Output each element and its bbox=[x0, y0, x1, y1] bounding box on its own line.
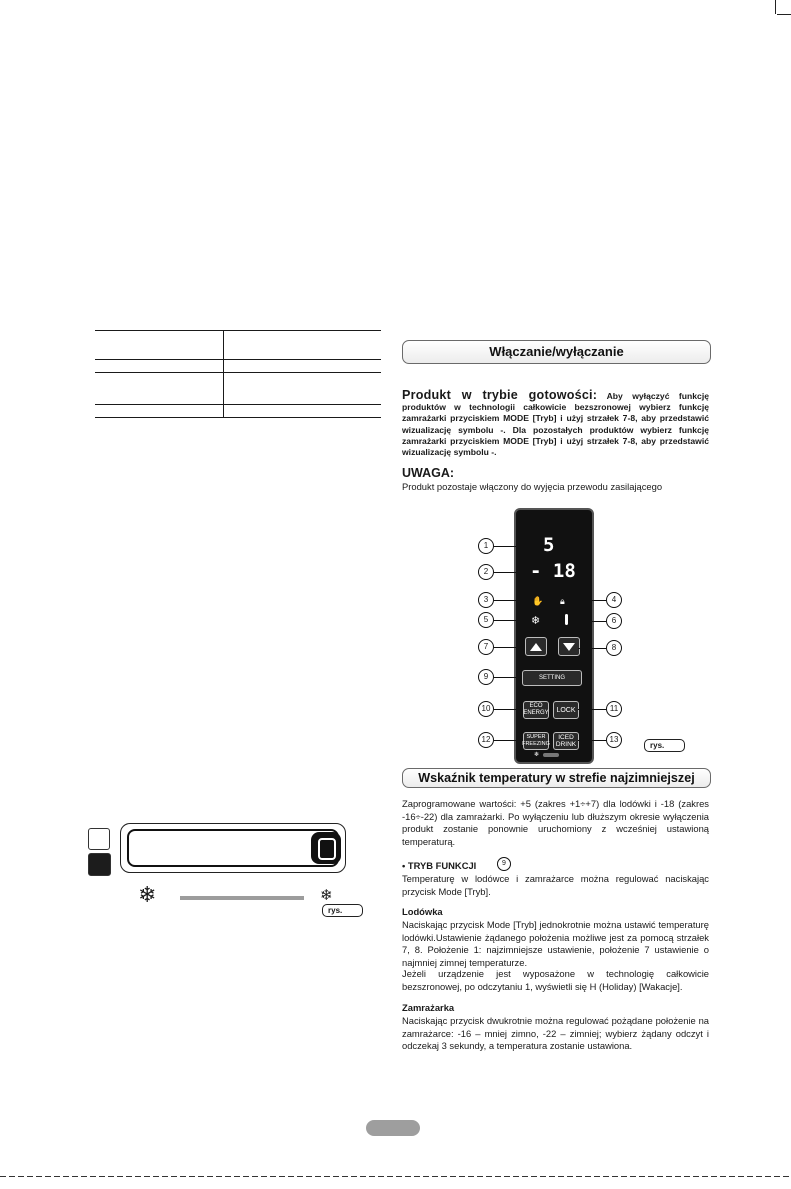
callout-12: 12 bbox=[478, 732, 494, 748]
super-freezing-button[interactable] bbox=[523, 732, 549, 750]
eco-energy-label-1: ECO bbox=[529, 703, 543, 709]
super-freezing-label-2: FREEZING bbox=[522, 741, 550, 747]
callout-line bbox=[570, 621, 606, 622]
note-title: UWAGA: bbox=[402, 466, 455, 480]
slider-track bbox=[127, 829, 339, 867]
mode-function-title: • TRYB FUNKCJI bbox=[402, 860, 477, 871]
snowflake-icon: ❄ bbox=[531, 615, 541, 627]
standby-text: Aby wyłączyć funkcję produktów w technologii całkowicie bezszronowej wybierz funkcję zamrażarki przyciskiem MODE [Tryb] i użyj strzałek 7-8, aby przedstawić wizualizację symbolu -. Dla pozostałych produktów wybierz funkcję zamrażarki przyciskiem MODE [Tryb] i użyj strzałek 7-8, aby przedstawić wizualizację symbolu -. bbox=[402, 391, 709, 458]
callout-5: 5 bbox=[478, 612, 494, 628]
freezer-text: Naciskając przycisk dwukrotnie można regulować pożądane położenie na zamrażarce: -16 – mniej zimno, -22 – zimniej; wybierz żądany odczyt i odczekaj 3 sekundy, a temperatura zostanie ustawiona. bbox=[402, 1015, 709, 1052]
callout-8: 8 bbox=[606, 640, 622, 656]
callout-line bbox=[494, 677, 522, 678]
callout-3: 3 bbox=[478, 592, 494, 608]
power-section-title: Włączanie/wyłączanie bbox=[402, 340, 711, 364]
callout-line bbox=[578, 740, 606, 741]
snowflake-small-icon: ❄ bbox=[320, 887, 333, 904]
callout-line bbox=[494, 600, 528, 601]
lock-button[interactable]: LOCK bbox=[553, 701, 579, 719]
callout-line bbox=[570, 600, 606, 601]
standby-lead: Produkt w trybie gotowości: bbox=[402, 388, 598, 402]
temperature-section-title: Wskaźnik temperatury w strefie najzimniejszej bbox=[402, 768, 711, 788]
iced-drink-label-1: ICED bbox=[558, 734, 574, 741]
thermometer-icon bbox=[565, 614, 568, 625]
callout-7: 7 bbox=[478, 639, 494, 655]
callout-line bbox=[494, 546, 542, 547]
callout-11: 11 bbox=[606, 701, 622, 717]
bottom-indicator-bar bbox=[543, 753, 559, 757]
setting-button[interactable]: SETTING bbox=[522, 670, 582, 686]
callout-line bbox=[494, 740, 522, 741]
slider-frame bbox=[120, 823, 346, 873]
arrow-up-icon bbox=[530, 643, 542, 651]
callout-4: 4 bbox=[606, 592, 622, 608]
arrow-down-button[interactable] bbox=[558, 637, 580, 656]
callout-13: 13 bbox=[606, 732, 622, 748]
bottom-crop-line bbox=[0, 1176, 791, 1177]
mode-callout-9: 9 bbox=[497, 857, 511, 871]
callout-line bbox=[578, 648, 606, 649]
callout-line bbox=[494, 620, 528, 621]
callout-line bbox=[494, 572, 528, 573]
fridge-title: Lodówka bbox=[402, 906, 443, 917]
left-empty-table bbox=[95, 330, 381, 418]
temperature-scale-bar bbox=[180, 896, 304, 900]
indicator-dark-box bbox=[88, 853, 111, 876]
super-freezing-label-1: SUPER bbox=[526, 734, 546, 740]
callout-2: 2 bbox=[478, 564, 494, 580]
callout-6: 6 bbox=[606, 613, 622, 629]
crop-mark bbox=[777, 14, 791, 15]
callout-10: 10 bbox=[478, 701, 494, 717]
programmed-values-text: Zaprogramowane wartości: +5 (zakres +1÷+7) dla lodówki i -18 (zakres -16÷-22) dla zamrażarki. Po wyłączeniu lub dłuższym okresie wyłączenia produkt zostanie ponownie uruchomiony z wcześniej ustawioną temperaturą. bbox=[402, 798, 709, 847]
figure-label-left: rys. bbox=[322, 904, 363, 917]
lock-icon: 🔒︎ bbox=[560, 596, 565, 606]
callout-1: 1 bbox=[478, 538, 494, 554]
mode-function-text: Temperaturę w lodówce i zamrażarce można regulować naciskając przycisk Mode [Tryb]. bbox=[402, 873, 709, 897]
page-number-tab bbox=[366, 1120, 420, 1136]
arrow-up-button[interactable] bbox=[525, 637, 547, 656]
eco-energy-label-2: ENERGY bbox=[523, 710, 549, 716]
snowflake-large-icon: ❄ bbox=[138, 882, 157, 907]
arrow-down-icon bbox=[563, 643, 575, 651]
iced-drink-button[interactable] bbox=[553, 732, 579, 750]
small-snowflake-icon: ❄ bbox=[534, 752, 540, 758]
hand-icon: ✋ bbox=[532, 596, 544, 606]
eco-energy-button[interactable] bbox=[523, 701, 549, 719]
iced-drink-label-2: DRINK bbox=[555, 741, 577, 748]
callout-line bbox=[494, 709, 522, 710]
slider-knob[interactable] bbox=[311, 832, 341, 864]
callout-line bbox=[578, 709, 606, 710]
crop-mark bbox=[775, 0, 776, 14]
note-text: Produkt pozostaje włączony do wyjęcia przewodu zasilającego bbox=[402, 481, 663, 492]
fridge-temp-display: 5 bbox=[543, 534, 555, 556]
callout-9: 9 bbox=[478, 669, 494, 685]
fridge-text-2: Jeżeli urządzenie jest wyposażone w technologię całkowicie bezszronowej, po odczytaniu 1, wyświetli się H (Holiday) [Wakacje]. bbox=[402, 968, 709, 992]
freezer-temp-display: - 18 bbox=[530, 560, 576, 582]
callout-line bbox=[494, 647, 524, 648]
figure-label-panel: rys. bbox=[644, 739, 685, 752]
fridge-text-1: Naciskając przycisk Mode [Tryb] jednokrotnie można ustawić temperaturę lodówki.Ustawienie żądanego położenia możliwe jest za pomocą strzałek 7, 8. Położenie 1: najzimniejsze ustawienie, położenie 7 ustawienie o najmniej zimnej temperaturze. bbox=[402, 919, 709, 968]
indicator-light-box bbox=[88, 828, 110, 850]
standby-paragraph bbox=[402, 390, 709, 458]
freezer-title: Zamrażarka bbox=[402, 1002, 455, 1013]
